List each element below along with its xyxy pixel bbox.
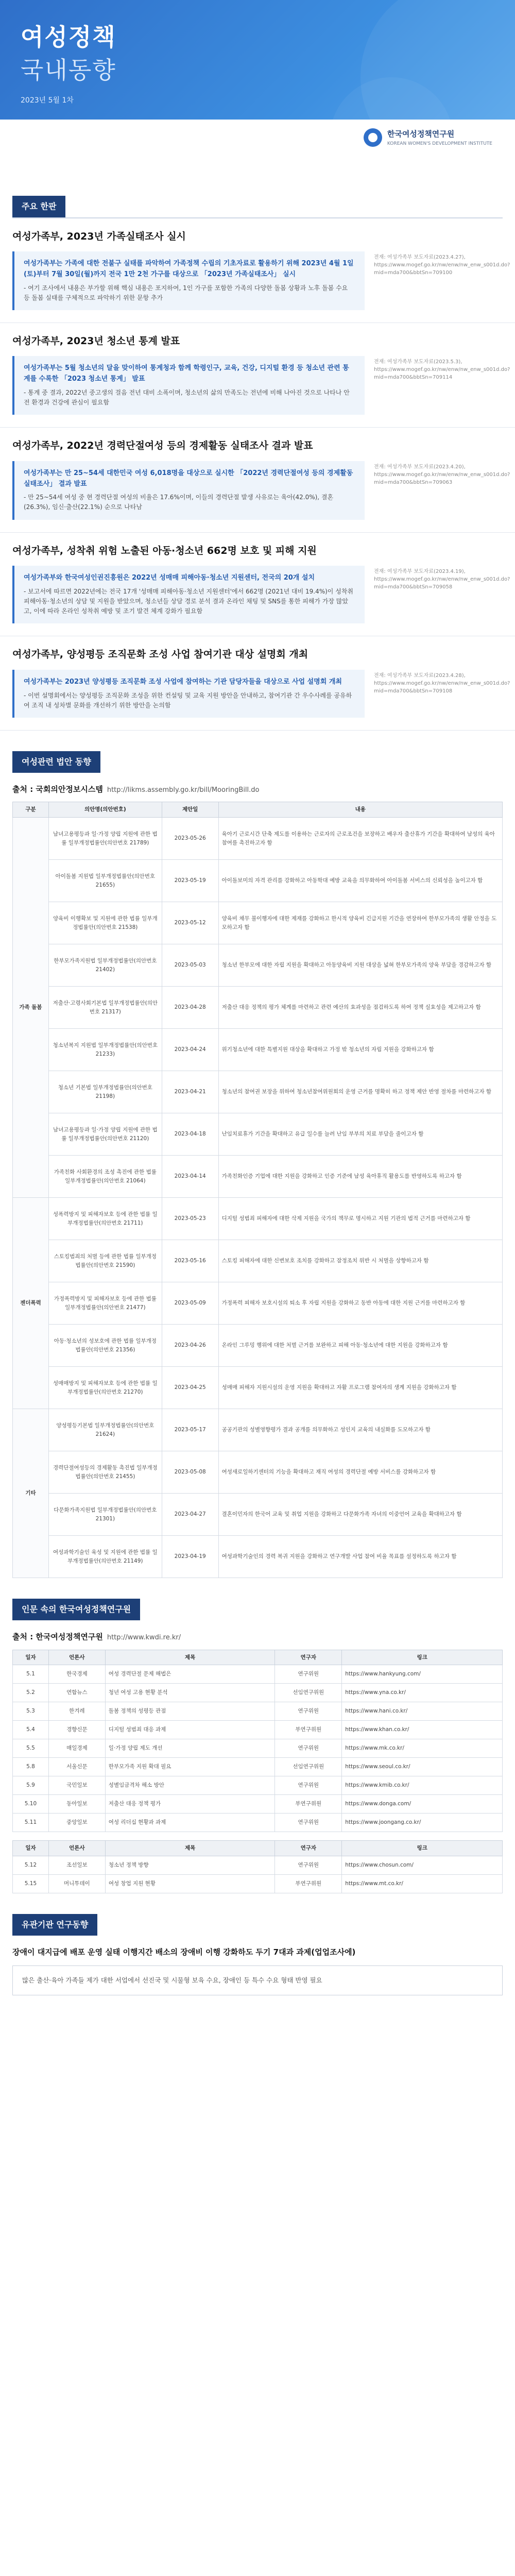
law-row <box>13 1325 503 1367</box>
law-name-cell[interactable]: 한부모가족지원법 일부개정법률안(의안번호 21402) <box>48 944 162 987</box>
research-media-cell: 매일경제 <box>48 1739 105 1758</box>
law-name-cell[interactable]: 저출산·고령사회기본법 일부개정법률안(의안번호 21317) <box>48 987 162 1029</box>
research-title-cell: 한부모가족 지원 확대 필요 <box>105 1758 275 1776</box>
research-row <box>13 1739 503 1758</box>
research-person-cell: 부연구위원 <box>275 1875 342 1893</box>
article-box <box>12 670 510 718</box>
research-link-cell[interactable]: https://www.seoul.co.kr/ <box>342 1758 503 1776</box>
article-lead: 여성가족부는 만 25~54세 대한민국 여성 6,018명을 대상으로 실시한 「2022년 경력단절여성 등의 경제활동 실태조사」 결과 발표 <box>24 469 353 488</box>
article-source[interactable]: 전재: 여성가족부 보도자료(2023.4.19), https://www.mogef.go.kr/nw/enw/nw_enw_s001d.do?mid=mda700&bbtSn=709058 <box>374 569 510 590</box>
research-link-cell[interactable]: https://www.mk.co.kr/ <box>342 1739 503 1758</box>
research-title-cell: 디지털 성범죄 대응 과제 <box>105 1721 275 1739</box>
article-title: 여성가족부, 양성평등 조직문화 조성 사업 참여기관 대상 설명회 개최 <box>12 649 308 660</box>
header-banner <box>0 0 515 155</box>
article-lead: 여성가족부는 5월 청소년의 달을 맞이하여 통계청과 함께 학령인구, 교육, 건강, 디지털 환경 등 청소년 관련 통계를 수록한 「2023 청소년 통계」 발표 <box>24 364 349 383</box>
research-row <box>13 1814 503 1832</box>
research-header-cell: 링크 <box>342 1841 503 1856</box>
law-name-cell[interactable]: 가정폭력방지 및 피해자보호 등에 관한 법률 일부개정법률안(의안번호 21477) <box>48 1282 162 1325</box>
research-title-cell: 여성 경력단절 문제 해법은 <box>105 1665 275 1684</box>
research-section-label: 인문 속의 한국여성정책연구원 <box>12 1599 140 1620</box>
research-title-cell: 돌봄 정책의 성평등 관점 <box>105 1702 275 1721</box>
research-date-cell: 5.4 <box>13 1721 49 1739</box>
main-issue-label: 주요 한판 <box>12 196 65 217</box>
article-body: - 여기 조사에서 내용은 부가할 위해 핵심 내용은 포지하여, 1인 가구를 포함한 가족의 다양한 돌봄 상황과 노후 돌봄 수요 등 돌봄 실태를 구체적으로 파악하기 위한 문항 추가 <box>24 284 348 301</box>
article-summary <box>12 251 365 310</box>
research-title-cell: 청소년 정책 방향 <box>105 1856 275 1875</box>
research-person-cell: 부연구위원 <box>275 1795 342 1814</box>
research-date-cell: 5.1 <box>13 1665 49 1684</box>
law-name-cell[interactable]: 성매매방지 및 피해자보호 등에 관한 법률 일부개정법률안(의안번호 21270) <box>48 1367 162 1409</box>
research-media-cell: 머니투데이 <box>48 1875 105 1893</box>
research-row <box>13 1721 503 1739</box>
research-person-cell: 선임연구위원 <box>275 1684 342 1702</box>
research-row <box>13 1795 503 1814</box>
article-title: 여성가족부, 2023년 가족실태조사 실시 <box>12 230 186 242</box>
article-source[interactable]: 전재: 여성가족부 보도자료(2023.5.3), https://www.mogef.go.kr/nw/enw/nw_enw_s001d.do?mid=mda700&bbtSn=709114 <box>374 359 510 381</box>
law-content-cell: 성매매 피해자 지원시설의 운영 지원을 확대하고 자활 프로그램 참여자의 생계 지원을 강화하고자 함 <box>218 1367 502 1409</box>
research-person-cell: 부연구위원 <box>275 1721 342 1739</box>
research-date-cell: 5.8 <box>13 1758 49 1776</box>
article-title: 여성가족부, 2022년 경력단절여성 등의 경제활동 실태조사 결과 발표 <box>12 440 313 452</box>
law-date-cell: 2023-04-26 <box>162 1325 218 1367</box>
law-date-cell: 2023-05-23 <box>162 1198 218 1240</box>
research-media-cell: 한겨레 <box>48 1702 105 1721</box>
law-header-cell: 내용 <box>218 802 502 818</box>
article-body: - 이번 설명회에서는 양성평등 조직문화 조성을 위한 컨설팅 및 교육 지원 방안을 안내하고, 참여기관 간 우수사례를 공유하여 조직 내 성차별 문화를 개선하기 위한 방안을 논의함 <box>24 691 352 709</box>
research-media-cell: 서울신문 <box>48 1758 105 1776</box>
law-category-cell: 가족 돌봄 <box>13 818 49 1198</box>
research-date-cell: 5.9 <box>13 1776 49 1795</box>
related-section-label: 유관기관 연구동향 <box>12 1914 97 1936</box>
law-source-label: 출처 : 국회의안정보시스템 <box>12 784 103 794</box>
law-date-cell: 2023-04-27 <box>162 1494 218 1536</box>
law-date-cell: 2023-05-09 <box>162 1282 218 1325</box>
research-header-cell: 연구자 <box>275 1650 342 1665</box>
research-sub-table <box>12 1840 503 1893</box>
research-person-cell: 연구위원 <box>275 1702 342 1721</box>
article-summary <box>12 566 365 623</box>
article-item <box>0 218 515 323</box>
law-row <box>13 1156 503 1198</box>
law-name-cell[interactable]: 청소년복지 지원법 일부개정법률안(의안번호 21233) <box>48 1029 162 1071</box>
research-sub-table-header <box>13 1841 503 1856</box>
research-source-label: 출처 : 한국여성정책연구원 <box>12 1632 103 1641</box>
research-header-cell: 제목 <box>105 1650 275 1665</box>
law-date-cell: 2023-05-08 <box>162 1451 218 1494</box>
law-row <box>13 1451 503 1494</box>
research-header-cell: 일자 <box>13 1650 49 1665</box>
research-row <box>13 1702 503 1721</box>
law-row <box>13 944 503 987</box>
research-link-cell[interactable]: https://www.joongang.co.kr/ <box>342 1814 503 1832</box>
law-content-cell: 여성새로일하기센터의 기능을 확대하고 재직 여성의 경력단절 예방 서비스를 강화하고자 함 <box>218 1451 502 1494</box>
law-date-cell: 2023-05-03 <box>162 944 218 987</box>
article-body: - 보고서에 따르면 2022년에는 전국 17개 '성매매 피해아동·청소년 지원센터'에서 662명 (2021년 대비 19.4%)이 성착취 피해아동·청소년의 상담 및 지원을 받았으며, 청소년들 상담 경로 분석 결과 온라인 채팅 및 SNS를 통한 피해가 가장 많았고, 이에 따라 온라인 성착취 예방 및 조기 발견 체계 강화가 필요함 <box>24 587 353 615</box>
article-summary <box>12 461 365 520</box>
article-lead: 여성가족부는 가족에 대한 전불구 실태를 파악하여 가족정책 수립의 기초자료로 활용하기 위해 2023년 4월 1일(토)부터 7월 30일(월)까지 전국 1만 2천 가구를 대상으로 「2023년 가족실태조사」 실시 <box>24 259 354 278</box>
research-title-cell: 여성 리더십 현황과 과제 <box>105 1814 275 1832</box>
research-header-cell: 언론사 <box>48 1650 105 1665</box>
article-lead: 여성가족부와 한국여성인권진흥원은 2022년 성매매 피해아동·청소년 지원센터, 전국의 20개 설치 <box>24 574 315 582</box>
law-content-cell: 육아기 근로시간 단축 제도를 이용하는 근로자의 근로조건을 보장하고 배우자 출산휴가 기간을 확대하여 남성의 육아 참여를 촉진하고자 함 <box>218 818 502 860</box>
law-row <box>13 1409 503 1451</box>
law-name-cell[interactable]: 양성평등기본법 일부개정법률안(의안번호 21624) <box>48 1409 162 1451</box>
research-title-cell: 청년 여성 고용 현황 분석 <box>105 1684 275 1702</box>
article-summary <box>12 670 365 718</box>
law-name-cell[interactable]: 아이돌봄 지원법 일부개정법률안(의안번호 21655) <box>48 860 162 902</box>
research-date-cell: 5.5 <box>13 1739 49 1758</box>
law-content-cell: 디지털 성범죄 피해자에 대한 삭제 지원을 국가의 책무로 명시하고 지원 기관의 법적 근거를 마련하고자 함 <box>218 1198 502 1240</box>
research-person-cell: 연구위원 <box>275 1665 342 1684</box>
law-name-cell[interactable]: 스토킹범죄의 처벌 등에 관한 법률 일부개정법률안(의안번호 21590) <box>48 1240 162 1282</box>
research-link-cell[interactable]: https://www.yna.co.kr/ <box>342 1684 503 1702</box>
research-link-cell[interactable]: https://www.khan.co.kr/ <box>342 1721 503 1739</box>
law-name-cell[interactable]: 가족친화 사회환경의 조성 촉진에 관한 법률 일부개정법률안(의안번호 21064) <box>48 1156 162 1198</box>
research-media-cell: 연합뉴스 <box>48 1684 105 1702</box>
law-header-cell: 제안일 <box>162 802 218 818</box>
research-header-cell: 연구자 <box>275 1841 342 1856</box>
law-row <box>13 818 503 860</box>
law-name-cell[interactable]: 성폭력방지 및 피해자보호 등에 관한 법률 일부개정법률안(의안번호 21711) <box>48 1198 162 1240</box>
law-name-cell[interactable]: 청소년 기본법 일부개정법률안(의안번호 21198) <box>48 1071 162 1113</box>
law-section-label: 여성관련 법안 동향 <box>12 751 100 773</box>
research-date-cell: 5.12 <box>13 1856 49 1875</box>
research-date-cell: 5.15 <box>13 1875 49 1893</box>
research-header-cell: 언론사 <box>48 1841 105 1856</box>
research-header-cell: 일자 <box>13 1841 49 1856</box>
law-date-cell: 2023-05-19 <box>162 860 218 902</box>
research-media-cell: 국민일보 <box>48 1776 105 1795</box>
header-subtitle: 국내동향 <box>21 56 116 84</box>
research-link-cell[interactable]: https://www.donga.com/ <box>342 1795 503 1814</box>
article-box <box>12 566 510 623</box>
law-content-cell: 가정폭력 피해자 보호시설의 퇴소 후 자립 지원을 강화하고 동반 아동에 대한 지원 근거를 마련하고자 함 <box>218 1282 502 1325</box>
law-date-cell: 2023-05-17 <box>162 1409 218 1451</box>
research-media-cell: 중앙일보 <box>48 1814 105 1832</box>
law-content-cell: 양육비 채무 불이행자에 대한 제재를 강화하고 한시적 양육비 긴급지원 기간을 연장하여 한부모가족의 생활 안정을 도모하고자 함 <box>218 902 502 944</box>
law-date-cell: 2023-04-18 <box>162 1113 218 1156</box>
research-person-cell: 연구위원 <box>275 1739 342 1758</box>
law-content-cell: 아이돌보미의 자격 관리를 강화하고 아동학대 예방 교육을 의무화하여 아이돌봄 서비스의 신뢰성을 높이고자 함 <box>218 860 502 902</box>
article-title: 여성가족부, 성착취 위험 노출된 아동·청소년 662명 보호 및 피해 지원 <box>12 545 317 556</box>
research-date-cell: 5.11 <box>13 1814 49 1832</box>
article-item <box>0 636 515 731</box>
law-name-cell[interactable]: 남녀고용평등과 일·가정 양립 지원에 관한 법률 일부개정법률안(의안번호 21789) <box>48 818 162 860</box>
article-item <box>0 323 515 428</box>
research-link-cell[interactable]: https://www.hankyung.com/ <box>342 1665 503 1684</box>
law-content-cell: 난임치료휴가 기간을 확대하고 유급 일수를 늘려 난임 부부의 치료 부담을 줄이고자 함 <box>218 1113 502 1156</box>
law-name-cell[interactable]: 남녀고용평등과 일·가정 양립 지원에 관한 법률 일부개정법률안(의안번호 21120) <box>48 1113 162 1156</box>
law-row <box>13 1536 503 1578</box>
article-list <box>0 218 515 731</box>
law-row <box>13 1367 503 1409</box>
research-link-cell[interactable]: https://www.kmib.co.kr/ <box>342 1776 503 1795</box>
law-content-cell: 저출산 대응 정책의 평가 체계를 마련하고 관련 예산의 효과성을 점검하도록 하여 정책 실효성을 제고하고자 함 <box>218 987 502 1029</box>
law-content-cell: 공공기관의 성별영향평가 결과 공개를 의무화하고 성인지 교육의 내실화를 도모하고자 함 <box>218 1409 502 1451</box>
research-media-cell: 조선일보 <box>48 1856 105 1875</box>
article-summary <box>12 356 365 415</box>
research-table-header <box>13 1650 503 1665</box>
research-row <box>13 1684 503 1702</box>
law-date-cell: 2023-04-28 <box>162 987 218 1029</box>
law-date-cell: 2023-05-26 <box>162 818 218 860</box>
law-name-cell[interactable]: 경력단절여성등의 경제활동 촉진법 일부개정법률안(의안번호 21455) <box>48 1451 162 1494</box>
law-name-cell[interactable]: 아동·청소년의 성보호에 관한 법률 일부개정법률안(의안번호 21356) <box>48 1325 162 1367</box>
research-source-link[interactable]: http://www.kwdi.re.kr/ <box>107 1633 181 1641</box>
law-table-body <box>13 818 503 1578</box>
article-box <box>12 356 510 415</box>
org-name: 한국여성정책연구원 <box>387 129 455 139</box>
research-link-cell[interactable]: https://www.chosun.com/ <box>342 1856 503 1875</box>
law-row <box>13 1071 503 1113</box>
law-content-cell: 청소년 한부모에 대한 자립 지원을 확대하고 아동양육비 지원 대상을 넓혀 한부모가족의 양육 부담을 경감하고자 함 <box>218 944 502 987</box>
law-date-cell: 2023-04-21 <box>162 1071 218 1113</box>
research-media-cell: 동아일보 <box>48 1795 105 1814</box>
research-link-cell[interactable]: https://www.mt.co.kr/ <box>342 1875 503 1893</box>
research-header-cell: 제목 <box>105 1841 275 1856</box>
article-body: - 통계 중 결과, 2022년 중고생의 걸음 전년 대비 소폭이며, 청소년의 삶의 만족도는 전년에 비해 나아진 것으로 나타나 안전 환경과 건강에 관심이 필요함 <box>24 388 350 406</box>
law-content-cell: 위기청소년에 대한 특별지원 대상을 확대하고 가정 밖 청소년의 자립 지원을 강화하고자 함 <box>218 1029 502 1071</box>
law-row <box>13 1494 503 1536</box>
research-row <box>13 1665 503 1684</box>
law-content-cell: 가족친화인증 기업에 대한 지원을 강화하고 인증 기준에 남성 육아휴직 활용도를 반영하도록 하고자 함 <box>218 1156 502 1198</box>
law-content-cell: 결혼이민자의 한국어 교육 및 취업 지원을 강화하고 다문화가족 자녀의 이중언어 교육을 확대하고자 함 <box>218 1494 502 1536</box>
research-row <box>13 1758 503 1776</box>
research-media-cell: 한국경제 <box>48 1665 105 1684</box>
law-name-cell[interactable]: 다문화가족지원법 일부개정법률안(의안번호 21301) <box>48 1494 162 1536</box>
research-date-cell: 5.2 <box>13 1684 49 1702</box>
law-row <box>13 1029 503 1071</box>
law-content-cell: 여성과학기술인의 경력 복귀 지원을 강화하고 연구개발 사업 참여 비율 목표를 설정하도록 하고자 함 <box>218 1536 502 1578</box>
research-table <box>12 1650 503 1833</box>
article-box <box>12 251 510 310</box>
article-item <box>0 533 515 637</box>
law-table-header <box>13 802 503 818</box>
research-title-cell: 성별임금격차 해소 방안 <box>105 1776 275 1795</box>
research-source <box>12 1631 503 1643</box>
law-row <box>13 1198 503 1240</box>
law-source-link[interactable]: http://likms.assembly.go.kr/bill/MooringBill.do <box>107 786 260 794</box>
research-link-cell[interactable]: https://www.hani.co.kr/ <box>342 1702 503 1721</box>
law-name-cell[interactable]: 여성과학기술인 육성 및 지원에 관한 법률 일부개정법률안(의안번호 21149) <box>48 1536 162 1578</box>
issue-label: 2023년 5월 1차 <box>21 96 74 105</box>
law-content-cell: 청소년의 참여권 보장을 위하여 청소년참여위원회의 운영 근거를 명확히 하고 정책 제안 반영 절차를 마련하고자 함 <box>218 1071 502 1113</box>
research-title-cell: 여성 창업 지원 현황 <box>105 1875 275 1893</box>
research-row <box>13 1875 503 1893</box>
article-source[interactable]: 전재: 여성가족부 보도자료(2023.4.27), https://www.mogef.go.kr/nw/enw/nw_enw_s001d.do?mid=mda700&bbtSn=709100 <box>374 254 510 276</box>
org-name-en: KOREAN WOMEN'S DEVELOPMENT INSTITUTE <box>387 141 492 146</box>
law-content-cell: 스토킹 피해자에 대한 신변보호 조치를 강화하고 잠정조치 위반 시 처벌을 상향하고자 함 <box>218 1240 502 1282</box>
research-date-cell: 5.3 <box>13 1702 49 1721</box>
research-sub-table-body <box>13 1856 503 1893</box>
law-date-cell: 2023-05-12 <box>162 902 218 944</box>
header-title: 여성정책 <box>21 23 116 51</box>
research-date-cell: 5.10 <box>13 1795 49 1814</box>
law-row <box>13 860 503 902</box>
article-lead: 여성가족부는 2023년 양성평등 조직문화 조성 사업에 참여하는 기관 담당자들을 대상으로 사업 설명회 개최 <box>24 677 342 686</box>
law-row <box>13 1282 503 1325</box>
research-person-cell: 연구위원 <box>275 1776 342 1795</box>
related-summary: 많은 출산·육아 가족들 제가 대한 서업에서 선진국 및 시물형 보육 수요, 장애인 등 특수 수요 형태 반영 필요 <box>12 1965 503 1995</box>
research-person-cell: 선임연구위원 <box>275 1758 342 1776</box>
research-header-cell: 링크 <box>342 1650 503 1665</box>
law-row <box>13 1240 503 1282</box>
law-header-cell: 의안명(의안번호) <box>48 802 162 818</box>
research-row <box>13 1856 503 1875</box>
law-table <box>12 802 503 1578</box>
research-table-body <box>13 1665 503 1832</box>
law-source <box>12 783 503 796</box>
research-row <box>13 1776 503 1795</box>
article-body: - 만 25~54세 여성 중 현 경력단절 여성의 비율은 17.6%이며, 이들의 경력단절 발생 사유로는 육아(42.0%), 결혼(26.3%), 임신·출산(22.1%) 순으로 나타남 <box>24 494 334 511</box>
article-source[interactable]: 전재: 여성가족부 보도자료(2023.4.20), https://www.mogef.go.kr/nw/enw/nw_enw_s001d.do?mid=mda700&bbtSn=709063 <box>374 464 510 485</box>
law-header-cell: 구분 <box>13 802 49 818</box>
law-date-cell: 2023-04-24 <box>162 1029 218 1071</box>
law-category-cell: 기타 <box>13 1409 49 1578</box>
article-source[interactable]: 전재: 여성가족부 보도자료(2023.4.28), https://www.mogef.go.kr/nw/enw/nw_enw_s001d.do?mid=mda700&bbtSn=709108 <box>374 672 510 694</box>
law-content-cell: 온라인 그루밍 행위에 대한 처벌 근거를 보완하고 피해 아동·청소년에 대한 지원을 강화하고자 함 <box>218 1325 502 1367</box>
law-category-cell: 젠더폭력 <box>13 1198 49 1409</box>
law-name-cell[interactable]: 양육비 이행확보 및 지원에 관한 법률 일부개정법률안(의안번호 21538) <box>48 902 162 944</box>
org-logo-icon <box>364 128 382 147</box>
related-title: 장애이 대지급에 배포 운영 실태 이행지간 배소의 장애비 이행 강화하도 두기 7대과 과제(업업조사에) <box>12 1947 356 1957</box>
law-row <box>13 987 503 1029</box>
article-item <box>0 428 515 532</box>
research-person-cell: 연구위원 <box>275 1856 342 1875</box>
law-date-cell: 2023-04-14 <box>162 1156 218 1198</box>
law-row <box>13 1113 503 1156</box>
article-title: 여성가족부, 2023년 청소년 통계 발표 <box>12 335 180 347</box>
law-date-cell: 2023-04-19 <box>162 1536 218 1578</box>
org-logo <box>364 128 492 147</box>
research-title-cell: 저출산 대응 정책 평가 <box>105 1795 275 1814</box>
article-box <box>12 461 510 520</box>
research-title-cell: 일·가정 양립 제도 개선 <box>105 1739 275 1758</box>
research-media-cell: 경향신문 <box>48 1721 105 1739</box>
law-date-cell: 2023-05-16 <box>162 1240 218 1282</box>
law-row <box>13 902 503 944</box>
research-person-cell: 연구위원 <box>275 1814 342 1832</box>
law-date-cell: 2023-04-25 <box>162 1367 218 1409</box>
